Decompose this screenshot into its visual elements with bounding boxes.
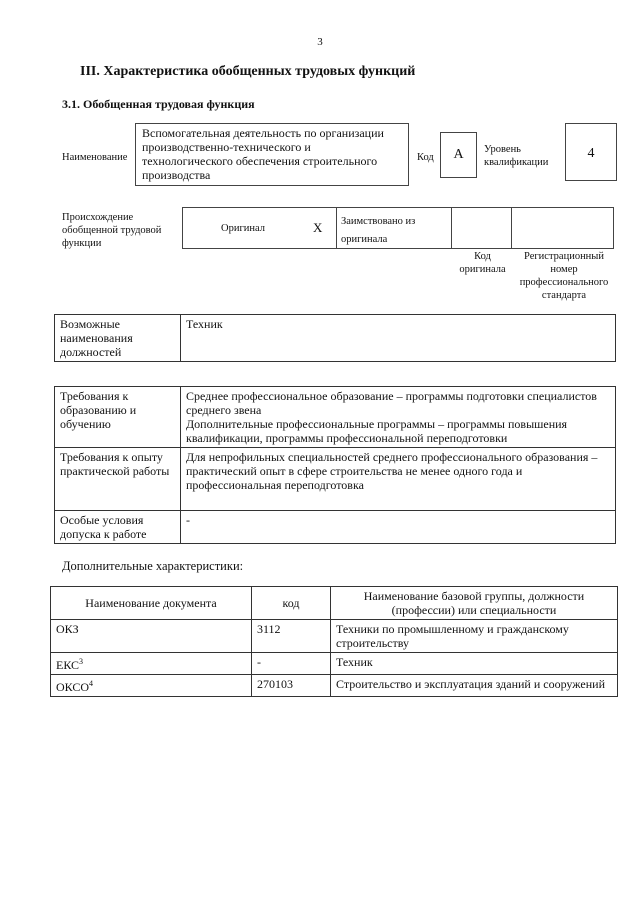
footnote-ref: 4 — [89, 679, 94, 688]
experience-label: Требования к опыту практической работы — [55, 448, 181, 511]
table-row — [55, 511, 616, 544]
borrowed-label: Заимствовано из оригинала — [341, 216, 416, 245]
name-label: Наименование — [62, 152, 128, 163]
admission-value: - — [181, 511, 616, 544]
additional-title: Дополнительные характеристики: — [62, 559, 244, 573]
origin-original-cell — [182, 207, 337, 249]
section-title: III. Характеристика обобщенных трудовых функций — [80, 64, 416, 79]
table-row — [51, 653, 618, 675]
subsection-title: 3.1. Обобщенная трудовая функция — [62, 97, 255, 111]
doc-name: ОКЗ — [56, 622, 79, 636]
table-row — [51, 620, 618, 653]
positions-table — [54, 314, 616, 362]
footnote-ref: 3 — [79, 657, 84, 666]
table-row — [55, 387, 616, 448]
original-mark: X — [313, 220, 323, 235]
table-header-row — [51, 587, 618, 620]
header-code: код — [252, 587, 331, 620]
code-box — [440, 132, 477, 178]
requirements-table — [54, 386, 616, 544]
reg-number-cell — [511, 207, 614, 249]
education-label: Требования к образованию и обучению — [55, 387, 181, 448]
doc-cell — [51, 620, 252, 653]
positions-value: Техник — [181, 315, 616, 362]
table-row — [51, 675, 618, 697]
origin-label: Происхождение обобщенной трудовой функции — [62, 212, 162, 249]
level-value: 4 — [587, 146, 595, 161]
code-cell: - — [252, 653, 331, 675]
doc-cell — [51, 675, 252, 697]
function-name-value: Вспомогательная деятельность по организации производственно-технического и технологического обеспечения строительного производства — [142, 126, 384, 182]
page-number: 3 — [317, 36, 323, 48]
original-label: Оригинал — [221, 223, 265, 234]
level-box — [565, 123, 617, 181]
origin-borrowed-cell — [336, 207, 452, 249]
name-cell: Строительство и эксплуатация зданий и сооружений — [331, 675, 618, 697]
doc-cell — [51, 653, 252, 675]
name-cell: Техники по промышленному и гражданскому строительству — [331, 620, 618, 653]
header-doc: Наименование документа — [51, 587, 252, 620]
name-cell: Техник — [331, 653, 618, 675]
code-cell: 270103 — [252, 675, 331, 697]
experience-value: Для непрофильных специальностей среднего профессионального образования – практический опыт в сфере строительства не менее одного года и профессиональная переподготовка — [181, 448, 616, 511]
table-row — [55, 315, 616, 362]
reg-number-caption: Регистрационный номер профессионального стандарта — [519, 251, 609, 301]
header-name: Наименование базовой группы, должности (профессии) или специальности — [331, 587, 618, 620]
code-value: А — [453, 147, 464, 162]
level-label: Уровень квалификации — [484, 144, 549, 168]
code-label: Код — [417, 152, 434, 163]
additional-table — [50, 586, 618, 697]
table-row — [55, 448, 616, 511]
code-cell: 3112 — [252, 620, 331, 653]
code-original-caption: Код оригинала — [459, 251, 506, 275]
positions-label: Возможные наименования должностей — [55, 315, 181, 362]
function-name-box — [135, 123, 409, 186]
education-value: Среднее профессиональное образование – программы подготовки специалистов среднего звена Дополнительные профессиональные программы – программы повышения квалификации, программы профессиональной переподготовки — [181, 387, 616, 448]
code-original-cell — [451, 207, 512, 249]
doc-name: ЕКС — [56, 658, 80, 672]
doc-name: ОКСО — [56, 680, 90, 694]
admission-label: Особые условия допуска к работе — [55, 511, 181, 544]
